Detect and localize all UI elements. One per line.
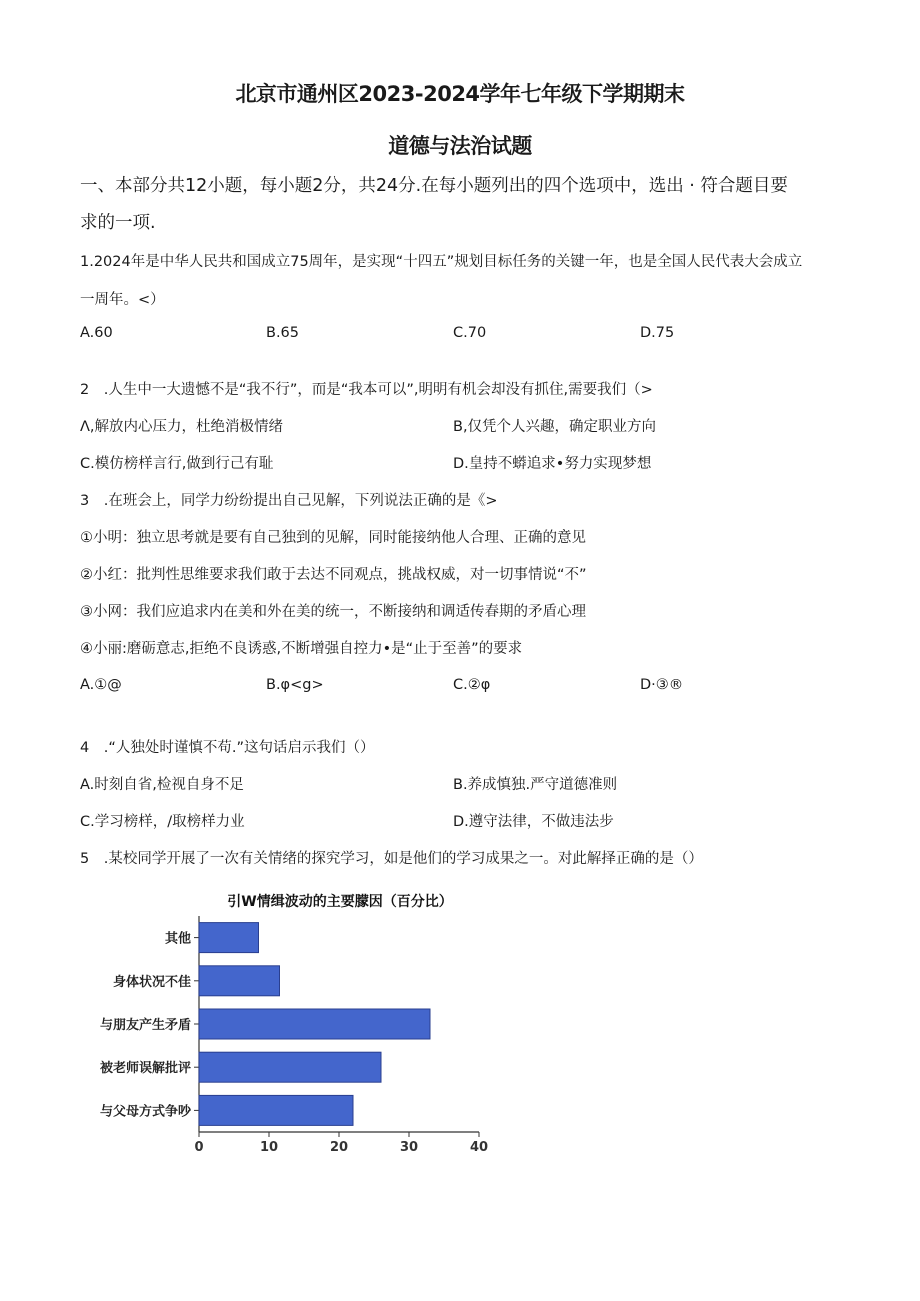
y-category-label: 身体状况不佳: [112, 974, 191, 990]
bar: [199, 1095, 353, 1125]
q3-option-c[interactable]: C.②φ: [453, 677, 491, 693]
q1-stem-line1: 1.2024年是中华人民共和国成立75周年，是实现“十四五”规划目标任务的关键一年，也是全国人民代表大会成立: [80, 254, 803, 270]
emotion-factors-bar-chart: [70, 882, 510, 1162]
q3-statement-3: ③小网：我们应追求内在美和外在美的统一，不断接纳和调适传春期的矛盾心理: [80, 604, 586, 620]
q3-option-b[interactable]: B.φ<g>: [266, 677, 324, 693]
x-tick-label: 30: [399, 1140, 419, 1155]
q4-option-b[interactable]: B.养成慎独.严守道德准则: [453, 777, 618, 793]
q2-option-d[interactable]: D.皇持不蟒追求•努力实现梦想: [453, 456, 652, 472]
q1-stem-line2: 一周年。<）: [80, 292, 165, 308]
x-tick-label: 40: [469, 1140, 489, 1155]
chart-title: 引W情缉波动的主要朦因（百分比）: [227, 894, 453, 910]
q1-option-b[interactable]: B.65: [266, 325, 300, 341]
q3-statement-1: ①小明：独立思考就是要有自己独到的见解，同时能接纳他人合理、正确的意见: [80, 530, 586, 546]
q4-option-a[interactable]: A.时刻自省,检视自身不足: [80, 777, 244, 793]
q3-statement-4: ④小丽:磨砺意志,拒绝不良诱惑,不断增强自控力•是“止于至善”的要求: [80, 641, 523, 657]
q2-option-c[interactable]: C.模仿榜样言行,做到行己有耻: [80, 456, 274, 472]
y-category-label: 与朋友产生矛盾: [99, 1018, 191, 1033]
q3-stem: 3 .在班会上，同学力纷纷提出自己见解，下列说法正确的是《>: [80, 493, 498, 509]
q2-stem: 2 .人生中一大遗憾不是“我不行”，而是“我本可以”,明明有机会却没有抓住,需要我们（>: [80, 382, 653, 398]
page-title: 北京市通州区2023-2024学年七年级下学期期末: [235, 82, 685, 106]
y-category-label: 与父母方式争吵: [99, 1104, 191, 1120]
bar: [199, 923, 259, 953]
q2-option-a[interactable]: Λ,解放内心压力，杜绝消极情绪: [80, 419, 284, 435]
q3-option-a[interactable]: A.①@: [80, 677, 122, 693]
x-tick-label: 10: [259, 1140, 279, 1155]
q1-option-a[interactable]: A.60: [80, 325, 113, 341]
q1-option-d[interactable]: D.75: [640, 325, 675, 341]
section-instructions-line1: 一、本部分共12小题，每小题2分，共24分.在每小题列出的四个选项中，选出 · 符合题目要: [80, 176, 788, 196]
q4-stem: 4 .“人独处时谨慎不苟.”这句话启示我们（）: [80, 740, 375, 756]
x-tick-label: 0: [194, 1140, 204, 1155]
y-category-label: 其他: [164, 931, 191, 947]
bar: [199, 1009, 430, 1039]
q5-stem: 5 .某校同学开展了一次有关情绪的探究学习，如是他们的学习成果之一。对此解择正确的是（）: [80, 851, 703, 867]
q1-option-c[interactable]: C.70: [453, 325, 487, 341]
q3-option-d[interactable]: D·③®: [640, 677, 684, 693]
q2-option-b[interactable]: B,仅凭个人兴趣，确定职业方向: [453, 419, 657, 435]
page-subtitle: 道德与法治试题: [388, 134, 532, 158]
q4-option-c[interactable]: C.学习榜样，/取榜样力业: [80, 814, 245, 830]
bar: [199, 966, 280, 996]
y-category-label: 被老师误解批评: [99, 1061, 191, 1077]
x-tick-label: 20: [329, 1140, 349, 1155]
bar: [199, 1052, 381, 1082]
q3-statement-2: ②小红：批判性思维要求我们敢于去达不同观点，挑战权威，对一切事情说“不”: [80, 567, 587, 583]
q4-option-d[interactable]: D.遵守法律，不做违法步: [453, 814, 614, 830]
section-instructions-line2: 求的一项.: [80, 213, 156, 233]
